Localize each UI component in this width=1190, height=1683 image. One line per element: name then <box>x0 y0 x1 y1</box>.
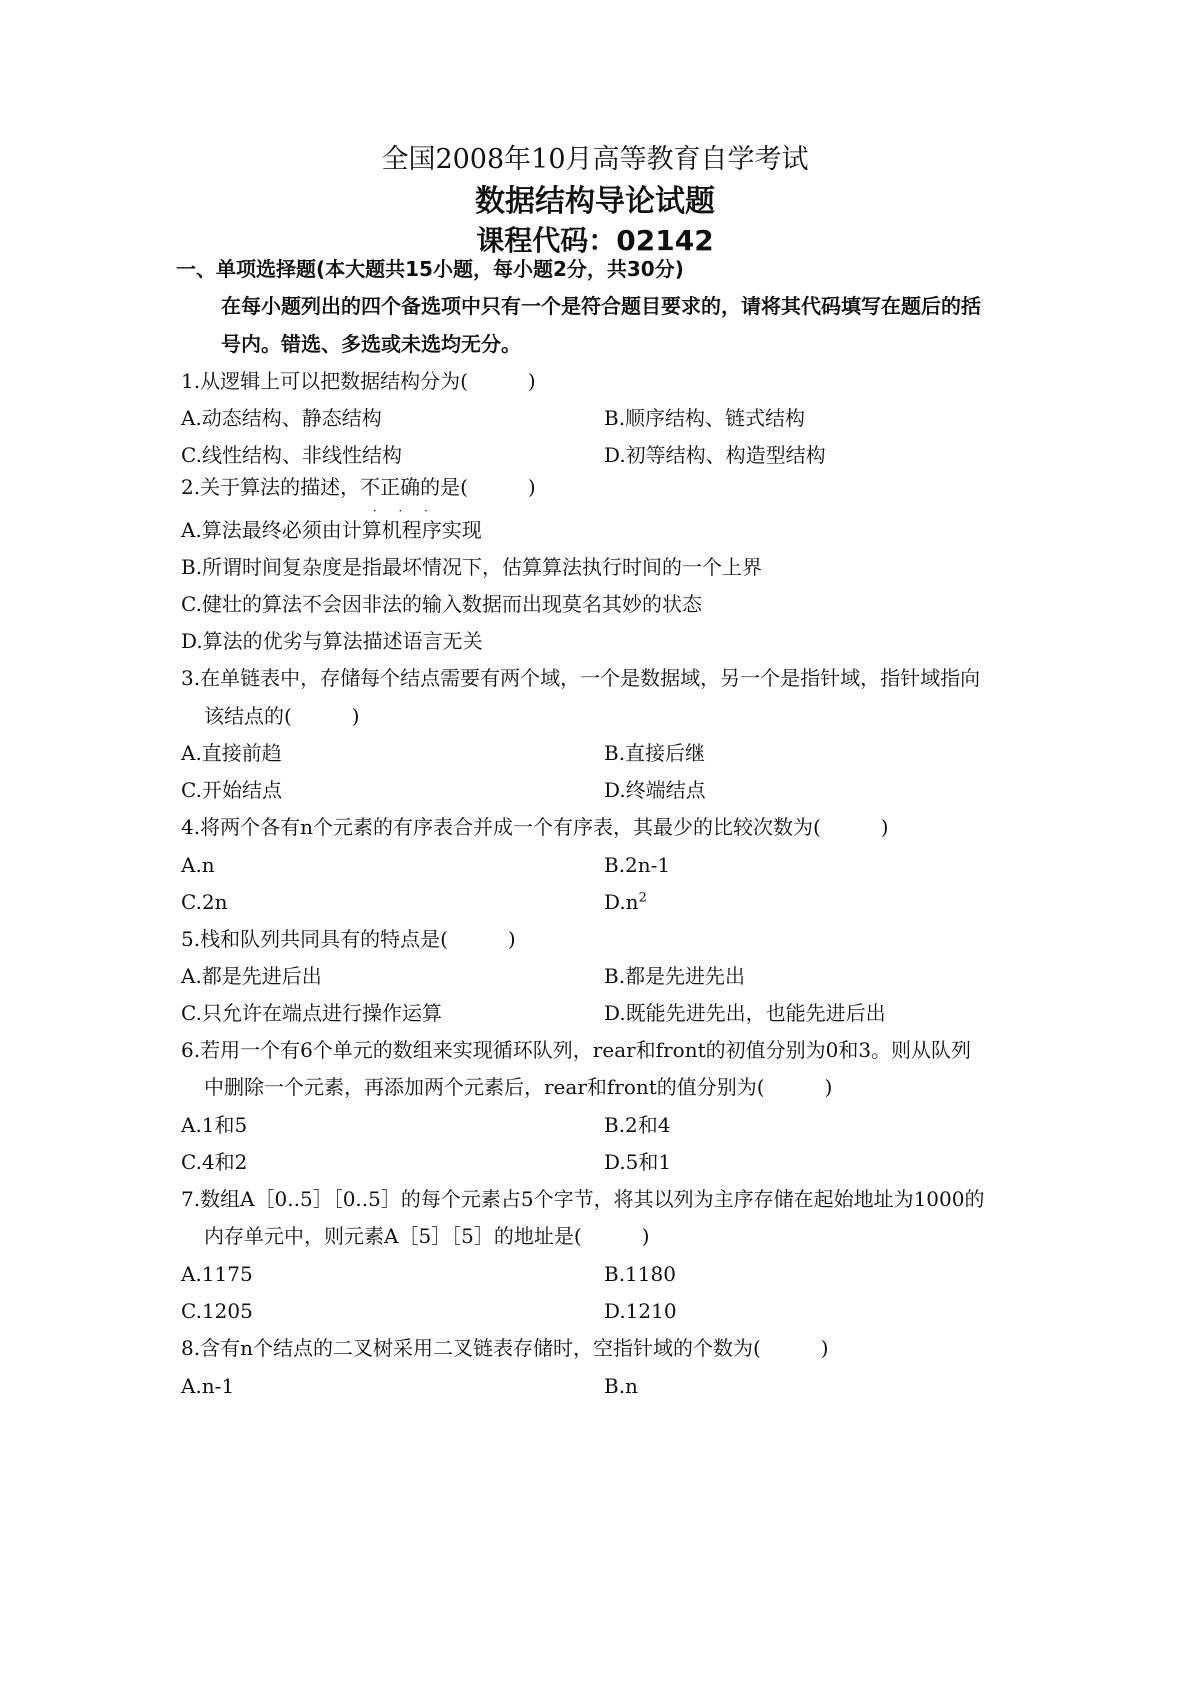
question-7-stem-line1: 7.数组A［0..5］［0..5］的每个元素占5个字节，将其以列为主序存储在起始地址为1000的 <box>181 1187 985 1211</box>
question-7-option-b: B.1180 <box>604 1262 676 1286</box>
question-6-option-b: B.2和4 <box>604 1113 671 1137</box>
question-2-stem <box>181 473 536 518</box>
question-8-stem: 8.含有n个结点的二叉树采用二叉链表存储时，空指针域的个数为( ) <box>181 1336 829 1360</box>
question-5-option-c: C.只允许在端点进行操作运算 <box>181 1001 442 1025</box>
question-6-stem-line1: 6.若用一个有6个单元的数组来实现循环队列，rear和front的初值分别为0和3。则从队列 <box>181 1038 972 1062</box>
question-1-option-c: C.线性结构、非线性结构 <box>181 443 402 467</box>
question-1-option-d: D.初等结构、构造型结构 <box>604 443 826 467</box>
question-4-option-d <box>604 888 647 916</box>
question-7-option-c: C.1205 <box>181 1299 253 1323</box>
question-7-option-d: D.1210 <box>604 1299 677 1323</box>
question-4-stem: 4.将两个各有n个元素的有序表合并成一个有序表，其最少的比较次数为( ) <box>181 815 889 839</box>
question-5-option-b: B.都是先进先出 <box>604 964 746 988</box>
question-4-option-a: A.n <box>181 853 215 877</box>
emphasis-dots: · · · <box>360 504 437 518</box>
question-2-emphasis <box>360 475 437 518</box>
question-3-stem-line1: 3.在单链表中，存储每个结点需要有两个域，一个是数据域，另一个是指针域，指针域指向 <box>181 666 981 690</box>
subject-title: 数据结构导论试题 <box>475 184 715 219</box>
question-3-option-d: D.终端结点 <box>604 778 706 802</box>
question-6-option-c: C.4和2 <box>181 1150 248 1174</box>
question-8-option-b: B.n <box>604 1374 638 1398</box>
question-7-option-a: A.1175 <box>181 1262 253 1286</box>
section-instruction-line1: 在每小题列出的四个备选项中只有一个是符合题目要求的，请将其代码填写在题后的括 <box>221 294 981 318</box>
question-6-option-d: D.5和1 <box>604 1150 672 1174</box>
question-1-option-b: B.顺序结构、链式结构 <box>604 406 806 430</box>
question-5-stem: 5.栈和队列共同具有的特点是( ) <box>181 927 516 951</box>
question-4-option-c: C.2n <box>181 890 228 914</box>
question-2-option-a: A.算法最终必须由计算机程序实现 <box>181 518 482 542</box>
question-4-option-d-base: D.n <box>604 890 639 914</box>
question-3-stem-line2: 该结点的( ) <box>204 704 360 728</box>
question-3-option-b: B.直接后继 <box>604 741 706 765</box>
question-6-stem-line2: 中删除一个元素，再添加两个元素后，rear和front的值分别为( ) <box>204 1075 833 1099</box>
question-4-option-d-exponent: 2 <box>638 890 647 906</box>
course-code: 课程代码：02142 <box>476 224 714 257</box>
section-instruction-line2: 号内。错选、多选或未选均无分。 <box>221 332 521 356</box>
question-3-option-a: A.直接前趋 <box>181 741 282 765</box>
question-3-option-c: C.开始结点 <box>181 778 282 802</box>
question-2-option-d: D.算法的优劣与算法描述语言无关 <box>181 629 483 653</box>
question-1-stem: 1.从逻辑上可以把数据结构分为( ) <box>181 369 536 393</box>
question-2-stem-pre: 2.关于算法的描述， <box>181 475 361 499</box>
question-6-option-a: A.1和5 <box>181 1113 248 1137</box>
question-5-option-d: D.既能先进先出，也能先进后出 <box>604 1001 886 1025</box>
question-5-option-a: A.都是先进后出 <box>181 964 322 988</box>
question-4-option-b: B.2n-1 <box>604 853 671 877</box>
question-2-stem-post: 的是( ) <box>420 475 536 499</box>
question-2-option-c: C.健壮的算法不会因非法的输入数据而出现莫名其妙的状态 <box>181 592 702 616</box>
question-8-option-a: A.n-1 <box>181 1374 235 1398</box>
question-2-option-b: B.所谓时间复杂度是指最坏情况下，估算算法执行时间的一个上界 <box>181 555 763 579</box>
section-heading: 一、单项选择题(本大题共15小题，每小题2分，共30分) <box>176 257 684 281</box>
question-7-stem-line2: 内存单元中，则元素A［5］［5］的地址是( ) <box>204 1224 650 1248</box>
question-1-option-a: A.动态结构、静态结构 <box>181 406 382 430</box>
exam-title: 全国2008年10月高等教育自学考试 <box>381 144 809 175</box>
question-2-emphasis-text: 不正确 <box>360 475 421 499</box>
